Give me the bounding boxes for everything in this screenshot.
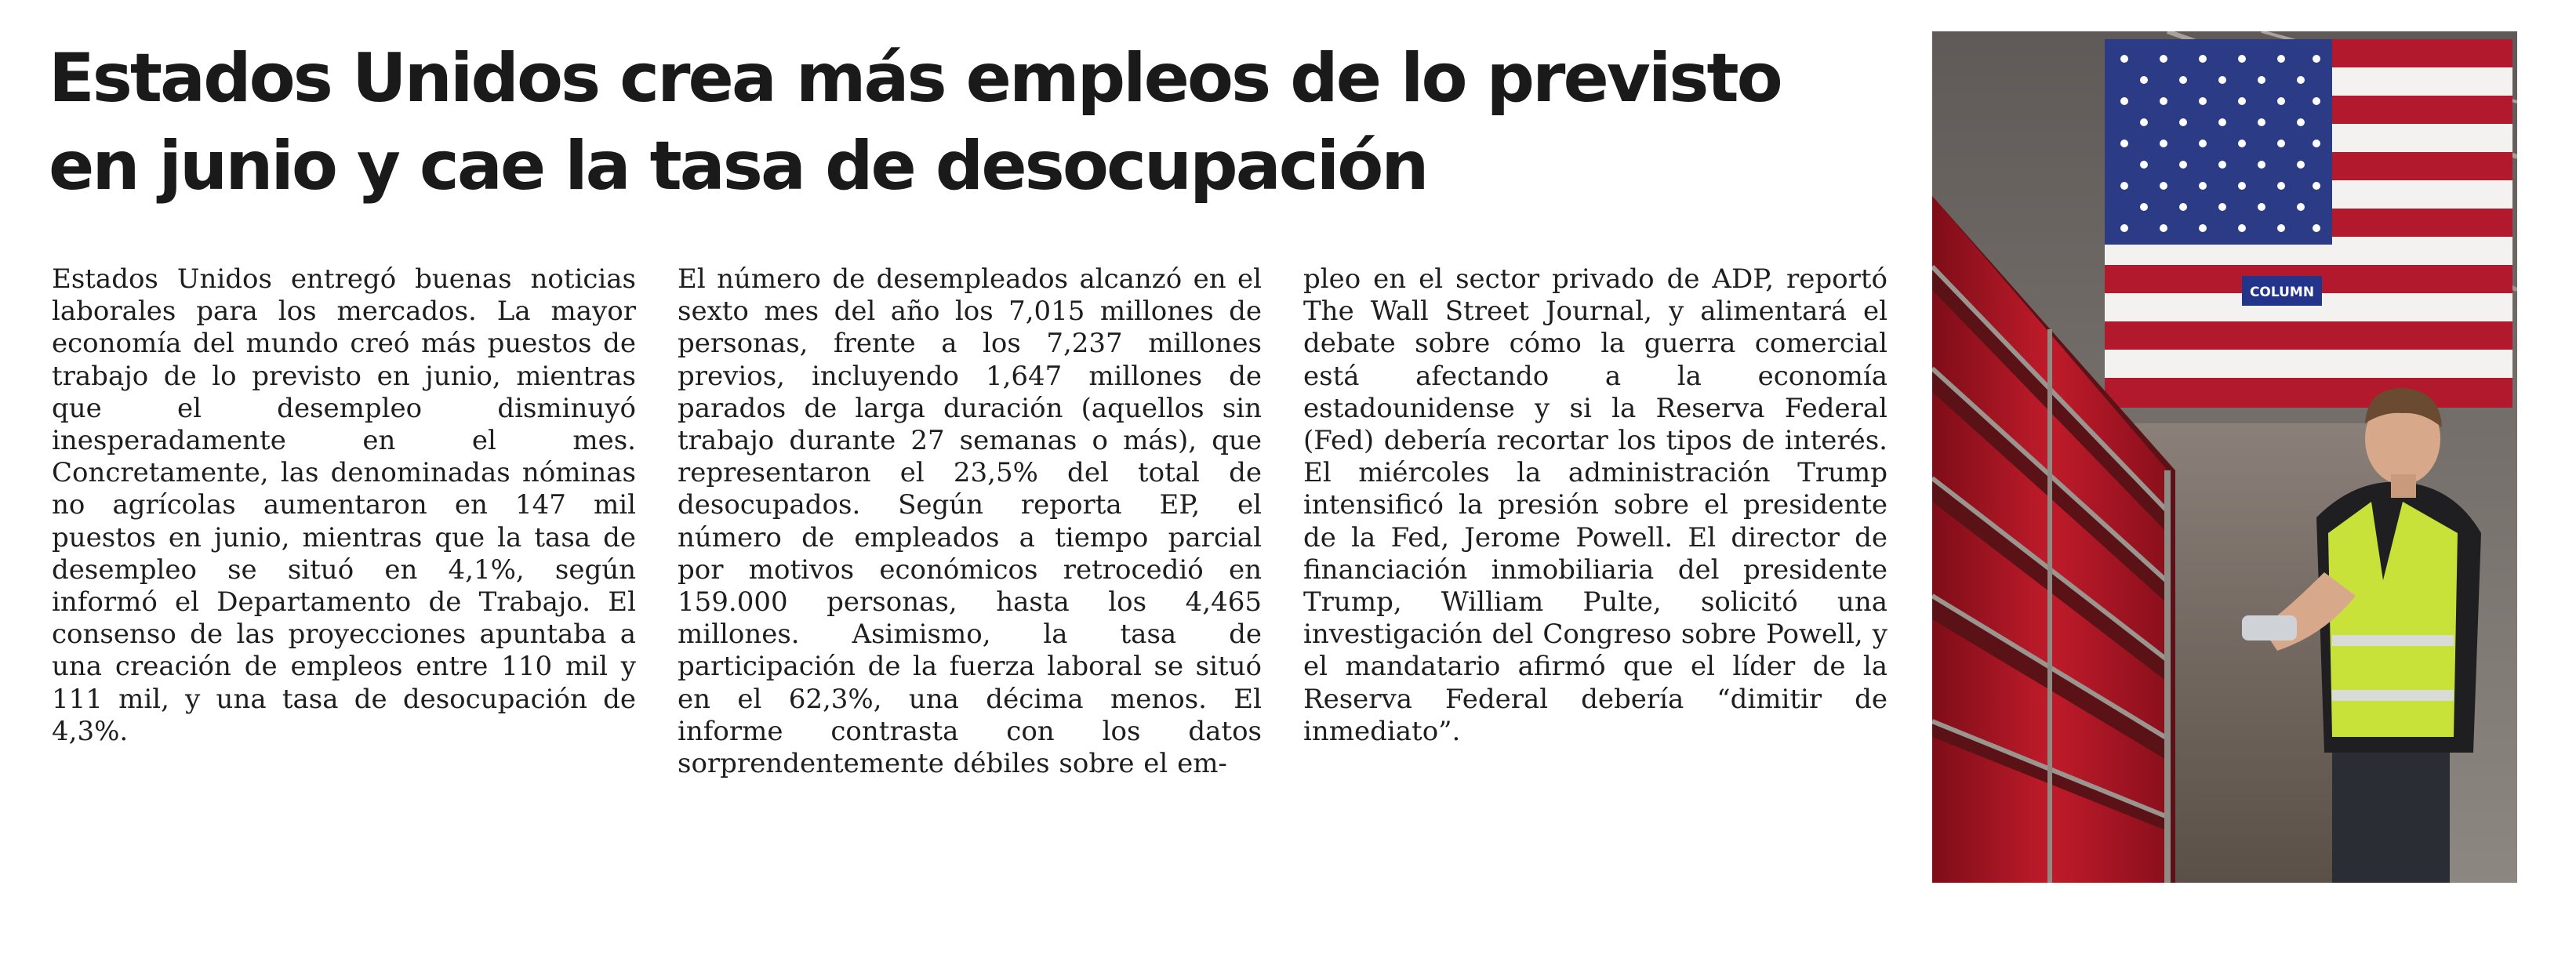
american-flag <box>2105 39 2512 408</box>
column-2-text: El número de desempleados alcanzó en el sexto mes del año los 7,015 millones de personas, frente a los 7,237 millones previos, incluyendo 1,647 millones de parados de larga duración (aquellos sin trabajo durante 27 semanas o más), que representaron el 23,5% del total de desocupados. Según reporta EP, el número de empleados a tiempo parcial por motivos económicos retrocedió en 159.000 personas, hasta los 4,465 millones. Asimismo, la tasa de participación de la fuerza laboral se situó en el 62,3%, una décima menos. El informe contrasta con los datos sorprendentemente débiles sobre el em- <box>678 263 1262 780</box>
column-banner-text: COLUMN <box>2249 285 2315 300</box>
warehouse-photo <box>1932 31 2517 883</box>
column-3-text: pleo en el sector privado de ADP, reportó The Wall Street Journal, y alimentará el debate sobre cómo la guerra comercial está afectando a la economía estadounidense y si la Reserva Federal (Fed) debería recortar los tipos de interés. El miércoles la administración Trump intensificó la presión sobre el presidente de la Fed, Jerome Powell. El director de financiación inmobiliaria del presidente Trump, William Pulte, solicitó una investigación del Congreso sobre Powell, y el mandatario afirmó que el líder de la Reserva Federal debería “dimitir de inmediato”. <box>1303 263 1887 747</box>
article-column-3 <box>1303 263 1887 748</box>
column-banner <box>2242 276 2322 306</box>
article-column-2 <box>678 263 1262 780</box>
article-column-1 <box>52 263 636 748</box>
headline: Estados Unidos crea más empleos de lo previsto en junio y cae la tasa de desocupación <box>49 39 1781 205</box>
column-1-text: Estados Unidos entregó buenas noticias laborales para los mercados. La mayor economía del mundo creó más puestos de trabajo de lo previsto en junio, mientras que el desempleo disminuyó inesperadamente en el mes. Concretamente, las denominadas nóminas no agrícolas aumentaron en 147 mil puestos en junio, mientras que la tasa de desempleo se situó en 4,1%, según informó el Departamento de Trabajo. El consenso de las proyecciones apuntaba a una creación de empleos entre 110 mil y 111 mil, y una tasa de desocupación de 4,3%. <box>52 263 636 747</box>
